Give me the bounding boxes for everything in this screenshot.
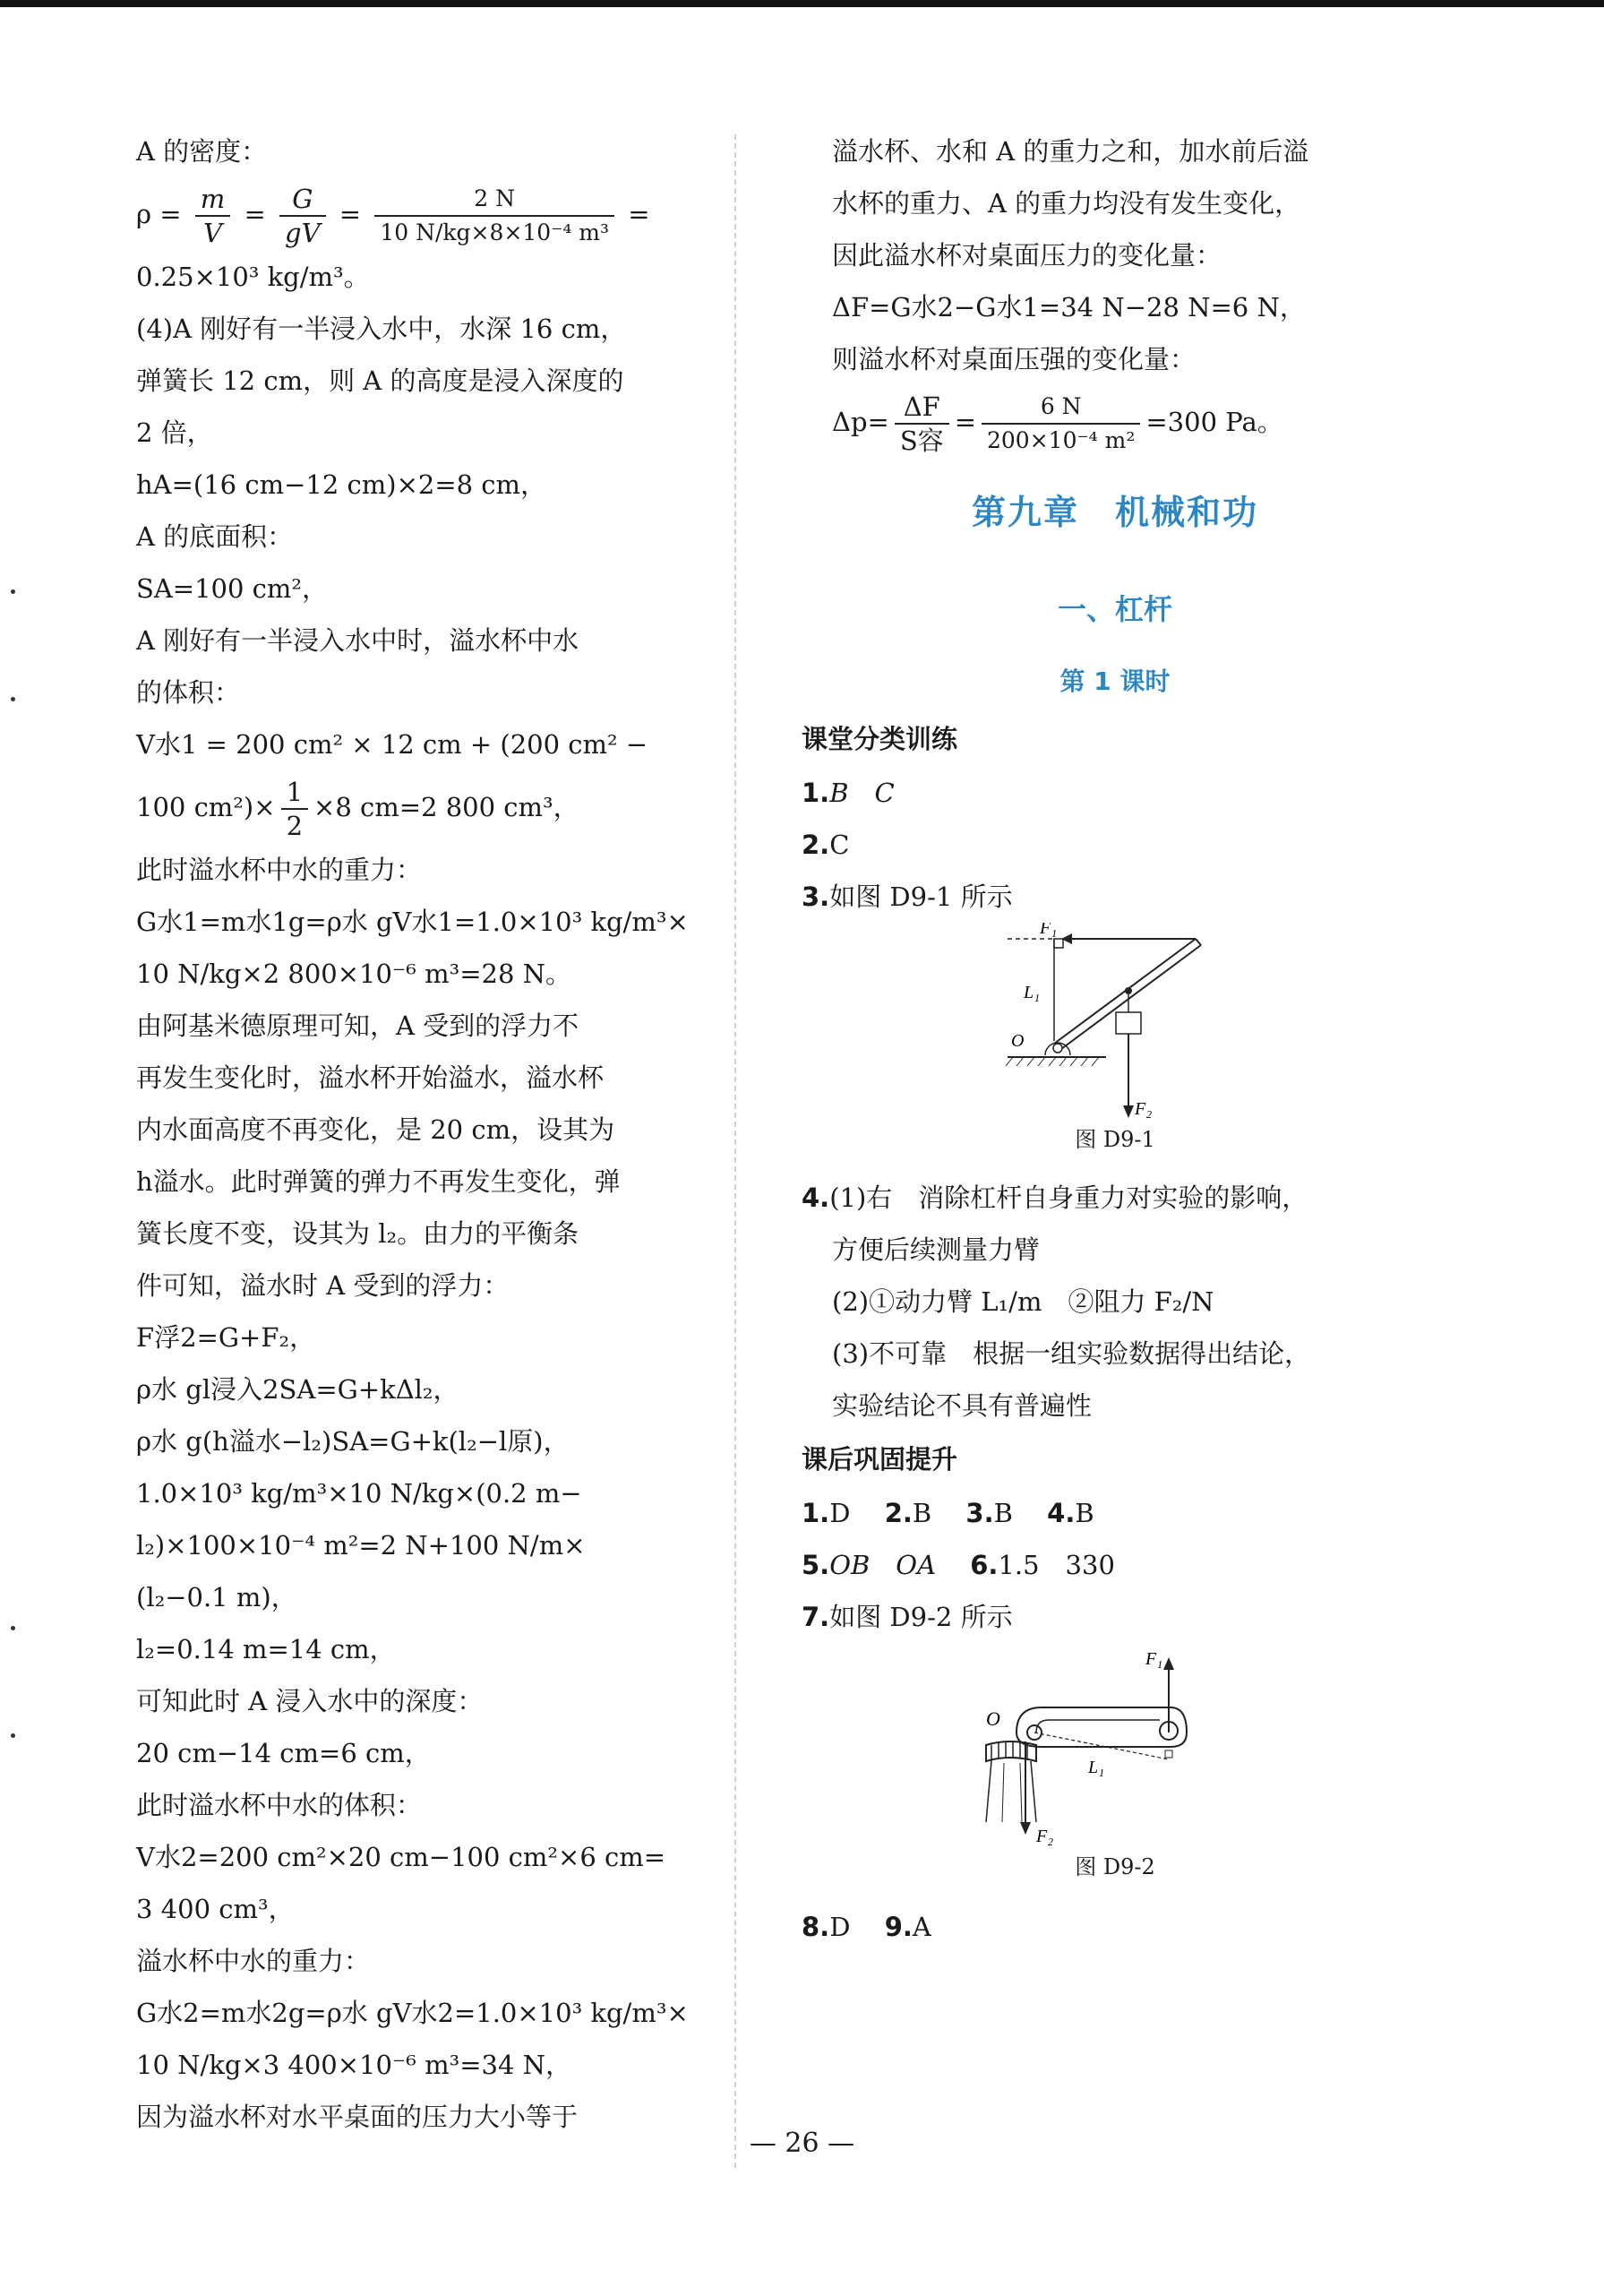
arrow-head bbox=[1163, 1657, 1174, 1670]
section-title: 一、杠杆 bbox=[1057, 592, 1172, 626]
answer-line: 1.B C bbox=[802, 778, 895, 808]
text-line: h溢水。此时弹簧的弹力不再发生变化，弹 bbox=[136, 1166, 621, 1197]
text-line: 此时溢水杯中水的重力： bbox=[136, 855, 423, 885]
label-f1: F₁ bbox=[1040, 923, 1058, 938]
fraction: $\frac{2 N}{\text{10 N/kg×8×10⁻⁴ m³}}$ bbox=[374, 183, 614, 249]
text-line: 簧长度不变，设其为 l₂。由力的平衡条 bbox=[136, 1218, 579, 1249]
label-f2: F₂ bbox=[1036, 1827, 1054, 1846]
right-column bbox=[802, 125, 1428, 1953]
answer-line: 7.如图 D9-2 所示 bbox=[802, 1602, 1013, 1632]
bottle-cap bbox=[986, 1741, 1036, 1761]
figure-d9-1 bbox=[802, 923, 1428, 1122]
fraction: $\frac{G}{gV}$ bbox=[279, 183, 326, 249]
text-line: 因为溢水杯对水平桌面的压力大小等于 bbox=[136, 2102, 579, 2132]
text-line: A 的底面积： bbox=[136, 521, 294, 552]
page-number: — 26 — bbox=[749, 2128, 855, 2159]
text-line: F浮2=G+F₂， bbox=[136, 1322, 316, 1353]
text-line: (2)①动力臂 L₁/m ②阻力 F₂/N bbox=[832, 1286, 1214, 1317]
chapter-title: 第九章 机械和功 bbox=[971, 493, 1258, 532]
text-line: 件可知，溢水时 A 受到的浮力： bbox=[136, 1270, 510, 1301]
text-line: l₂)×100×10⁻⁴ m²=2 N+100 N/m× bbox=[136, 1530, 586, 1561]
text-line: SA=100 cm²， bbox=[136, 573, 329, 604]
text-line: l₂=0.14 m=14 cm， bbox=[136, 1634, 396, 1664]
scan-mark bbox=[11, 1733, 15, 1738]
scan-mark bbox=[11, 1626, 15, 1630]
text-line: ρ水 g(h溢水−l₂)SA=G+k(l₂−l原)， bbox=[136, 1426, 570, 1457]
answer-row: 1.D 2.B 3.B 4.B bbox=[802, 1498, 1094, 1528]
fraction: $\frac{m}{V}$ bbox=[195, 183, 231, 249]
text-line: (3)不可靠 根据一组实验数据得出结论， bbox=[832, 1338, 1311, 1369]
label-l1: L₁ bbox=[1088, 1758, 1105, 1777]
answer-row: 5.OB OA 6.1.5 330 bbox=[802, 1550, 1115, 1580]
text-line: A 刚好有一半浸入水中时，溢水杯中水 bbox=[136, 625, 579, 656]
answer-line: 2.C bbox=[802, 830, 850, 860]
figure-caption: 图 D9-1 bbox=[1075, 1127, 1155, 1152]
answer-line: 4.(1)右 消除杠杆自身重力对实验的影响， bbox=[802, 1182, 1308, 1213]
text-line: 方便后续测量力臂 bbox=[832, 1234, 1041, 1265]
text-line: V水2=200 cm²×20 cm−100 cm²×6 cm= bbox=[136, 1842, 666, 1872]
top-border bbox=[0, 0, 1604, 7]
bottle-neck bbox=[986, 1761, 991, 1822]
text-line: 溢水杯中水的重力： bbox=[136, 1946, 371, 1976]
left-column bbox=[136, 125, 689, 2143]
label-o: O bbox=[1011, 1031, 1025, 1051]
fraction: $\frac{1}{2}$ bbox=[281, 776, 308, 842]
label-f1: F₁ bbox=[1145, 1649, 1163, 1669]
text-line: 的体积： bbox=[136, 677, 241, 708]
section-heading: 课后巩固提升 bbox=[802, 1444, 958, 1475]
lever-diagram-1 bbox=[802, 923, 1428, 1122]
text-line: 溢水杯、水和 A 的重力之和，加水前后溢 bbox=[832, 136, 1309, 167]
text-line: ρ水 gl浸入2SA=G+kΔl₂， bbox=[136, 1374, 459, 1405]
text-line: A 的密度： bbox=[136, 136, 268, 167]
text-line: 此时溢水杯中水的体积： bbox=[136, 1790, 423, 1820]
text-line: 3 400 cm³， bbox=[136, 1894, 295, 1924]
text-line: 可知此时 A 浸入水中的深度： bbox=[136, 1686, 484, 1716]
text-line: 则溢水杯对桌面压强的变化量： bbox=[832, 344, 1197, 374]
section-heading: 课堂分类训练 bbox=[802, 724, 958, 754]
text-line: 再发生变化时，溢水杯开始溢水，溢水杯 bbox=[136, 1062, 605, 1093]
answer-line: 3.如图 D9-1 所示 bbox=[802, 881, 1013, 912]
weight-block bbox=[1116, 1012, 1141, 1034]
text-line: 实验结论不具有普遍性 bbox=[832, 1390, 1093, 1421]
pivot-hook bbox=[1125, 987, 1132, 994]
text-line: 因此溢水杯对桌面压力的变化量： bbox=[832, 240, 1222, 271]
label-o: O bbox=[986, 1707, 1000, 1730]
text-line: 弹簧长 12 cm，则 A 的高度是浸入深度的 bbox=[136, 365, 624, 396]
right-angle-mark bbox=[1054, 939, 1063, 948]
density-formula: ρ = $\frac{m}{V}$ = $\frac{G}{gV}$ = $\frac{2 N}{\text{10 N/kg×8×10⁻⁴ m³}}$ = bbox=[136, 184, 650, 248]
text-line: 由阿基米德原理可知，A 受到的浮力不 bbox=[136, 1010, 579, 1041]
text-line: 1.0×10³ kg/m³×10 N/kg×(0.2 m− bbox=[136, 1478, 582, 1509]
text-line: 内水面高度不再变化，是 20 cm，设其为 bbox=[136, 1114, 615, 1145]
answer-row: 8.D 9.A bbox=[802, 1912, 931, 1942]
lever-bar bbox=[1054, 939, 1196, 1044]
pressure-formula: Δp= $\frac{\Delta F}{\text{S容}}$ = $\frac{6 N}{\text{200×10⁻⁴ m²}}$ =300 Pa。 bbox=[832, 391, 1283, 456]
arrow-head bbox=[1020, 1822, 1031, 1835]
text-line: (l₂−0.1 m)， bbox=[136, 1582, 297, 1612]
text-line: V水1 = 200 cm² × 12 cm + (200 cm² − bbox=[136, 729, 648, 760]
text-line: 10 N/kg×3 400×10⁻⁶ m³=34 N， bbox=[136, 2050, 571, 2080]
text-line: 0.25×10³ kg/m³。 bbox=[136, 262, 370, 292]
fraction: $\frac{\Delta F}{\text{S容}}$ bbox=[895, 391, 949, 457]
text-line: (4)A 刚好有一半浸入水中，水深 16 cm， bbox=[136, 314, 627, 344]
text-line: hA=(16 cm−12 cm)×2=8 cm， bbox=[136, 469, 547, 500]
volume-formula: 100 cm²)× $\frac{1}{2}$ ×8 cm=2 800 cm³， bbox=[136, 777, 579, 841]
column-divider bbox=[734, 134, 736, 2168]
text-line: 20 cm−14 cm=6 cm， bbox=[136, 1738, 431, 1768]
scan-mark bbox=[11, 589, 15, 594]
text-line: ΔF=G水2−G水1=34 N−28 N=6 N， bbox=[832, 292, 1306, 322]
label-f2: F₂ bbox=[1135, 1099, 1153, 1119]
label-l1: L₁ bbox=[1024, 983, 1041, 1002]
lever-diagram-2 bbox=[802, 1643, 1428, 1849]
arrow-head bbox=[1123, 1105, 1134, 1118]
figure-caption: 图 D9-2 bbox=[1075, 1854, 1155, 1879]
text-line: 水杯的重力、A 的重力均没有发生变化， bbox=[832, 188, 1301, 219]
text-line: G水1=m水1g=ρ水 gV水1=1.0×10³ kg/m³× bbox=[136, 907, 689, 937]
lesson-title: 第 1 课时 bbox=[1059, 666, 1171, 696]
scan-mark bbox=[11, 697, 15, 701]
figure-d9-2 bbox=[802, 1643, 1428, 1849]
text-line: 2 倍， bbox=[136, 417, 213, 448]
fraction: $\frac{6 N}{\text{200×10⁻⁴ m²}}$ bbox=[982, 391, 1140, 457]
text-line: 10 N/kg×2 800×10⁻⁶ m³=28 N。 bbox=[136, 959, 571, 989]
text-line: G水2=m水2g=ρ水 gV水2=1.0×10³ kg/m³× bbox=[136, 1998, 689, 2028]
